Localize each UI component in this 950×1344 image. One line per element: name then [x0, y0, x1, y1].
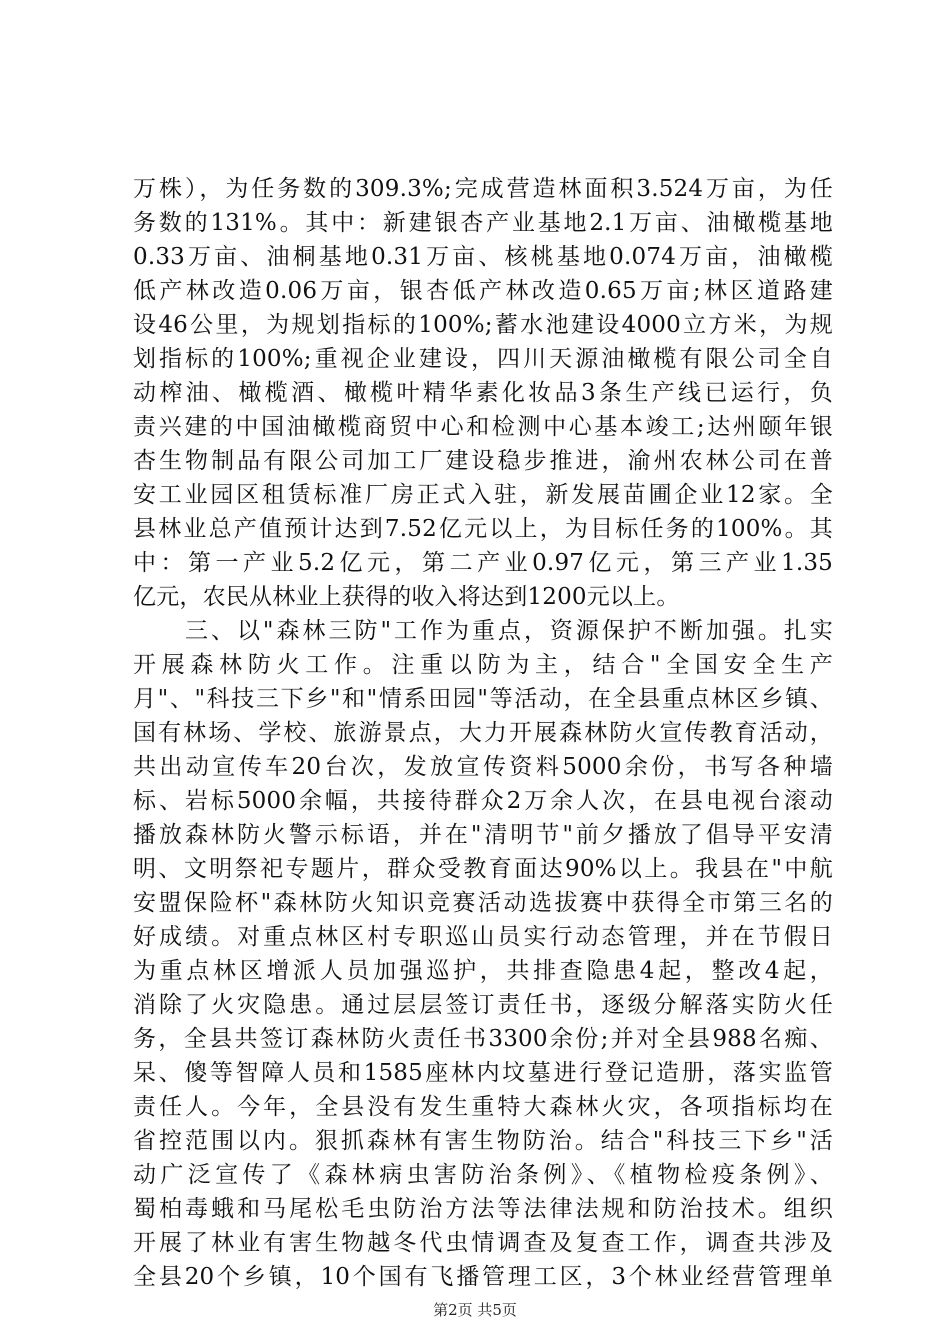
text-line: 杏生物制品有限公司加工厂建设稳步推进，渝州农林公司在普 — [133, 448, 833, 474]
text-line: 务数的131%。其中：新建银杏产业基地2.1万亩、油橄榄基地 — [133, 210, 833, 236]
text-line: 开展森林防火工作。注重以防为主，结合"全国安全生产 — [133, 652, 833, 678]
text-line: 务，全县共签订森林防火责任书3300余份;并对全县988名痴、 — [133, 1026, 833, 1052]
text-line: 好成绩。对重点林区村专职巡山员实行动态管理，并在节假日 — [133, 924, 833, 950]
page-footer: 第2页 共5页 — [433, 1301, 517, 1319]
text-line: 县林业总产值预计达到7.52亿元以上，为目标任务的100%。其 — [133, 516, 833, 542]
text-line: 月"、"科技三下乡"和"情系田园"等活动，在全县重点林区乡镇、 — [133, 686, 833, 712]
text-line: 万株），为任务数的309.3%;完成营造林面积3.524万亩，为任 — [133, 176, 833, 202]
text-line: 省控范围以内。狠抓森林有害生物防治。结合"科技三下乡"活 — [133, 1128, 833, 1154]
paragraph-end-line: 亿元，农民从林业上获得的收入将达到1200元以上。 — [133, 584, 680, 610]
text-line: 国有林场、学校、旅游景点，大力开展森林防火宣传教育活动， — [133, 720, 833, 746]
text-line: 播放森林防火警示标语，并在"清明节"前夕播放了倡导平安清 — [133, 822, 833, 848]
text-line: 三、以"森林三防"工作为重点，资源保护不断加强。扎实 — [133, 618, 833, 644]
text-line: 划指标的100%;重视企业建设，四川天源油橄榄有限公司全自 — [133, 346, 833, 372]
text-line: 动广泛宣传了《森林病虫害防治条例》、《植物检疫条例》、 — [133, 1162, 833, 1188]
text-line: 标、岩标5000余幅，共接待群众2万余人次，在县电视台滚动 — [133, 788, 833, 814]
text-line: 责兴建的中国油橄榄商贸中心和检测中心基本竣工;达州颐年银 — [133, 414, 833, 440]
text-line: 动榨油、橄榄酒、橄榄叶精华素化妆品3条生产线已运行，负 — [133, 380, 833, 406]
text-line: 全县20个乡镇，10个国有飞播管理工区，3个林业经营管理单 — [133, 1264, 833, 1290]
text-line: 蜀柏毒蛾和马尾松毛虫防治方法等法律法规和防治技术。组织 — [133, 1196, 833, 1222]
text-line: 共出动宣传车20台次，发放宣传资料5000余份，书写各种墙 — [133, 754, 833, 780]
text-line: 明、文明祭祀专题片，群众受教育面达90%以上。我县在"中航 — [133, 856, 833, 882]
text-line: 安盟保险杯"森林防火知识竞赛活动选拔赛中获得全市第三名的 — [133, 890, 833, 916]
text-line: 中：第一产业5.2亿元，第二产业0.97亿元，第三产业1.35 — [133, 550, 833, 576]
text-line: 0.33万亩、油桐基地0.31万亩、核桃基地0.074万亩，油橄榄 — [133, 244, 833, 270]
text-line: 呆、傻等智障人员和1585座林内坟墓进行登记造册，落实监管 — [133, 1060, 833, 1086]
text-line: 责任人。今年，全县没有发生重特大森林火灾，各项指标均在 — [133, 1094, 833, 1120]
text-line: 开展了林业有害生物越冬代虫情调查及复查工作，调查共涉及 — [133, 1230, 833, 1256]
text-line: 为重点林区增派人员加强巡护，共排查隐患4起，整改4起， — [133, 958, 833, 984]
text-line: 低产林改造0.06万亩，银杏低产林改造0.65万亩;林区道路建 — [133, 278, 833, 304]
text-line: 消除了火灾隐患。通过层层签订责任书，逐级分解落实防火任 — [133, 992, 833, 1018]
text-line: 安工业园区租赁标准厂房正式入驻，新发展苗圃企业12家。全 — [133, 482, 833, 508]
text-line: 设46公里，为规划指标的100%;蓄水池建设4000立方米，为规 — [133, 312, 833, 338]
document-body — [133, 172, 833, 1294]
